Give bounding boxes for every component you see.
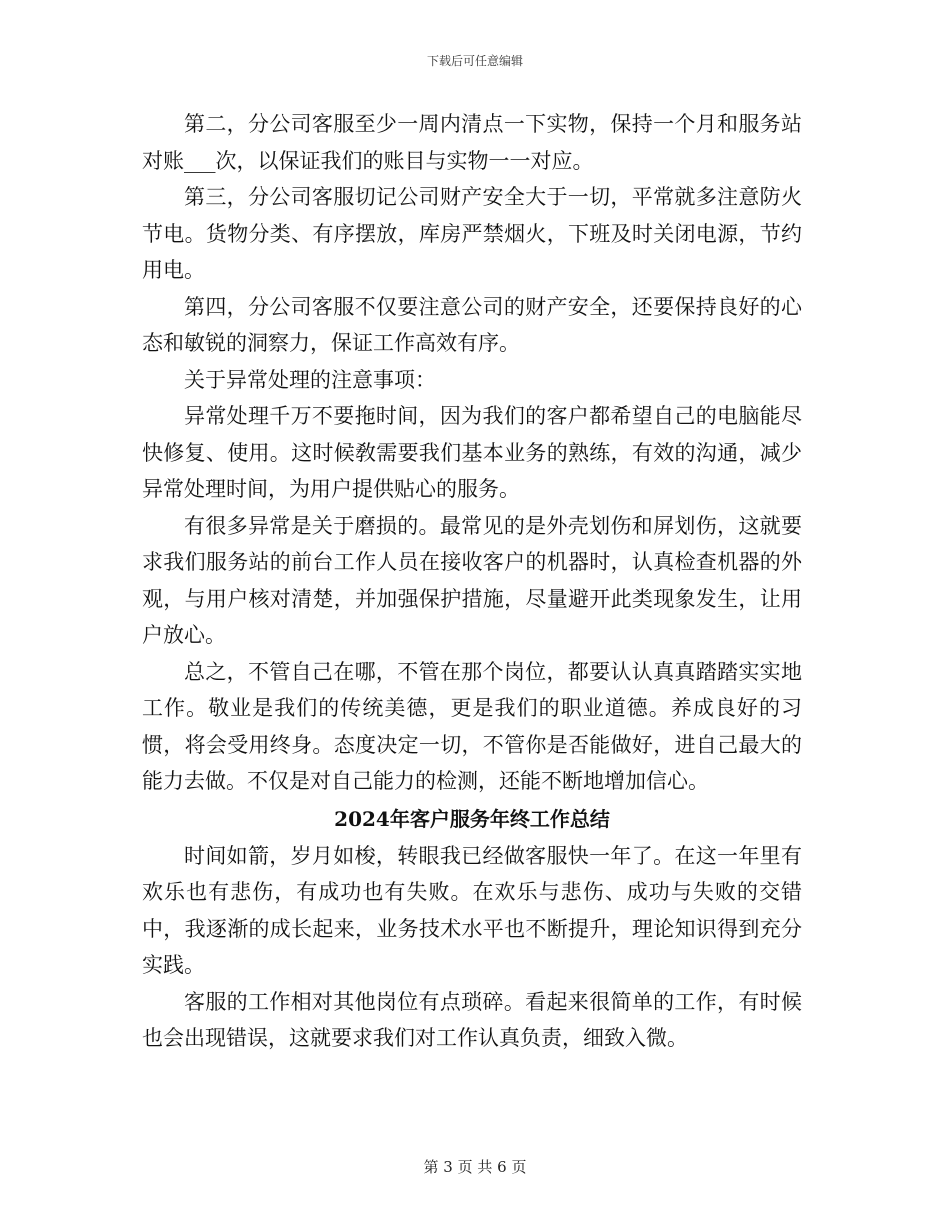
paragraph: 异常处理千万不要拖时间，因为我们的客户都希望自己的电脑能尽快修复、使用。这时候敎需要我们基本业务的熟练，有效的沟通，减少异常处理时间，为用户提供贴心的服务。 (142, 404, 802, 501)
page-number: 第 3 页 共 6 页 (423, 1158, 527, 1176)
paragraph: 总之，不管自己在哪，不管在那个岗位，都要认认真真踏踏实实地工作。敬业是我们的传统美德，更是我们的职业道德。养成良好的习惯，将会受用终身。态度决定一切，不管你是否能做好，进自己最大的能力去做。不仅是对自己能力的检测，还能不断地增加信心。 (142, 659, 802, 793)
paragraph: 第四，分公司客服不仅要注意公司的财产安全，还要保持良好的心态和敏锐的洞察力，保证工作高效有序。 (142, 294, 802, 355)
paragraph: 第二，分公司客服至少一周内清点一下实物，保持一个月和服务站对账___次，以保证我们的账目与实物一一对应。 (142, 112, 802, 173)
document-body (142, 106, 802, 1057)
section-heading: 关于异常处理的注意事项： (184, 367, 436, 392)
header-note: 下载后可任意编辑 (426, 54, 523, 68)
paragraph: 第三，分公司客服切记公司财产安全大于一切，平常就多注意防火节电。货物分类、有序摆放，库房严禁烟火，下班及时关闭电源，节约用电。 (142, 185, 802, 282)
document-title: 2024年客户服务年终工作总结 (334, 806, 610, 831)
paragraph: 时间如箭，岁月如梭，转眼我已经做客服快一年了。在这一年里有欢乐也有悲伤，有成功也有失败。在欢乐与悲伤、成功与失败的交错中，我逐渐的成长起来，业务技术水平也不断提升，理论知识得到充分实践。 (142, 843, 802, 977)
paragraph: 有很多异常是关于磨损的。最常见的是外壳划伤和屏划伤，这就要求我们服务站的前台工作人员在接收客户的机器时，认真检查机器的外观，与用户核对清楚，并加强保护措施，尽量避开此类现象发生，让用户放心。 (142, 513, 802, 647)
paragraph: 客服的工作相对其他岗位有点琐碎。看起来很简单的工作，有时候也会出现错误，这就要求我们对工作认真负责，细致入微。 (142, 989, 802, 1050)
